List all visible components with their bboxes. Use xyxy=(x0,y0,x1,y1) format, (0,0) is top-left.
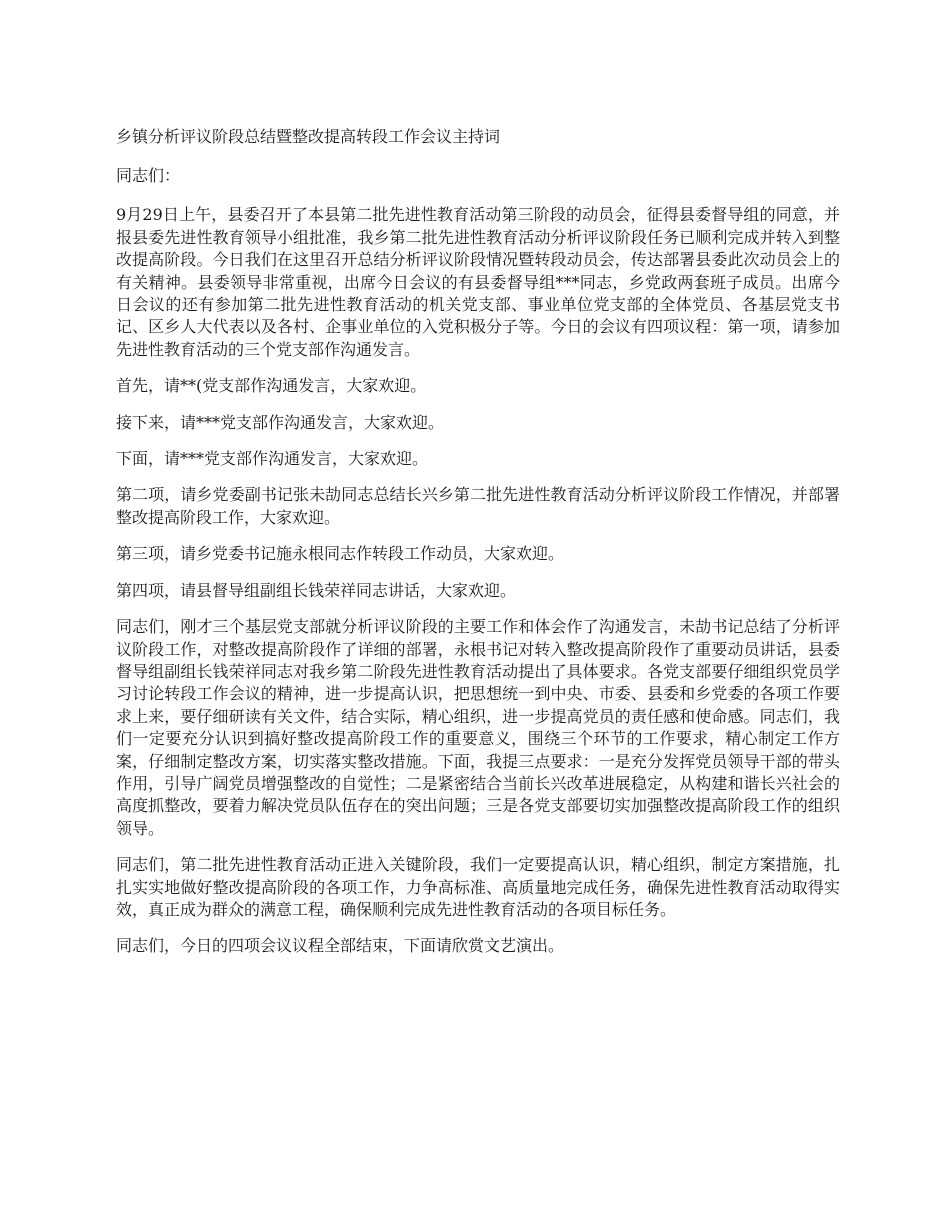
document-page xyxy=(116,126,840,972)
salutation: 同志们： xyxy=(116,166,181,185)
paragraph-second-speaker: 接下来，请***党支部作沟通发言，大家欢迎。 xyxy=(116,412,445,432)
paragraph-opening: 9月29日上午，县委召开了本县第二批先进性教育活动第三阶段的动员会，征得县委督导组的同意，并报县委先进性教育领导小组批准，我乡第二批先进性教育活动分析评议阶段任务已顺利完成并转入到整改提高阶段。今日我们在这里召开总结分析评议阶段情况暨转段动员会，传达部署县委此次动员会上的有关精神。县委领导非常重视，出席今日会议的有县委督导组***同志，乡党政两套班子成员。出席今日会议的还有参加第二批先进性教育活动的机关党支部、事业单位党支部的全体党员、各基层党支书记、区乡人大代表以及各村、企事业单位的入党积极分子等。今日的会议有四项议程：第一项，请参加先进性教育活动的三个党支部作沟通发言。 xyxy=(116,205,840,359)
paragraph-summary: 同志们，刚才三个基层党支部就分析评议阶段的主要工作和体会作了沟通发言，未劼书记总结了分析评议阶段工作，对整改提高阶段作了详细的部署，永根书记对转入整改提高阶段作了重要动员讲话，县委督导组副组长钱荣祥同志对我乡第二阶段先进性教育活动提出了具体要求。各党支部要仔细组织党员学习讨论转段工作会议的精神，进一步提高认识，把思想统一到中央、市委、县委和乡党委的各项工作要求上来，要仔细研读有关文件，结合实际，精心组织，进一步提高党员的责任感和使命感。同志们，我们一定要充分认识到搞好整改提高阶段工作的重要意义，围绕三个环节的工作要求，精心制定工作方案，仔细制定整改方案，切实落实整改措施。下面，我提三点要求：一是充分发挥党员领导干部的带头作用，引导广阔党员增强整改的自觉性；二是紧密结合当前长兴改革进展稳定，从构建和谐长兴社会的高度抓整改，要着力解决党员队伍存在的突出问题；三是各党支部要切实加强整改提高阶段工作的组织领导。 xyxy=(116,617,840,838)
paragraph-agenda-item-three: 第三项，请乡党委书记施永根同志作转段工作动员，大家欢迎。 xyxy=(116,544,565,564)
paragraph-closing: 同志们，今日的四项会议议程全部结束，下面请欣赏文艺演出。 xyxy=(116,936,565,956)
paragraph-conclusion: 同志们，第二批先进性教育活动正进入关键阶段，我们一定要提高认识，精心组织，制定方案措施，扎扎实实地做好整改提高阶段的各项工作，力争高标准、高质量地完成任务，确保先进性教育活动取得实效，真正成为群众的满意工程，确保顺利完成先进性教育活动的各项目标任务。 xyxy=(116,855,840,919)
paragraph-first-speaker: 首先，请**(党支部作沟通发言，大家欢迎。 xyxy=(116,376,427,396)
paragraph-agenda-item-two: 第二项，请乡党委副书记张未劼同志总结长兴乡第二批先进性教育活动分析评议阶段工作情况，并部署整改提高阶段工作，大家欢迎。 xyxy=(116,485,840,527)
document-title: 乡镇分析评议阶段总结暨整改提高转段工作会议主持词 xyxy=(116,127,501,146)
paragraph-agenda-item-four: 第四项，请县督导组副组长钱荣祥同志讲话，大家欢迎。 xyxy=(116,580,517,600)
paragraph-third-speaker: 下面，请***党支部作沟通发言，大家欢迎。 xyxy=(116,449,429,469)
